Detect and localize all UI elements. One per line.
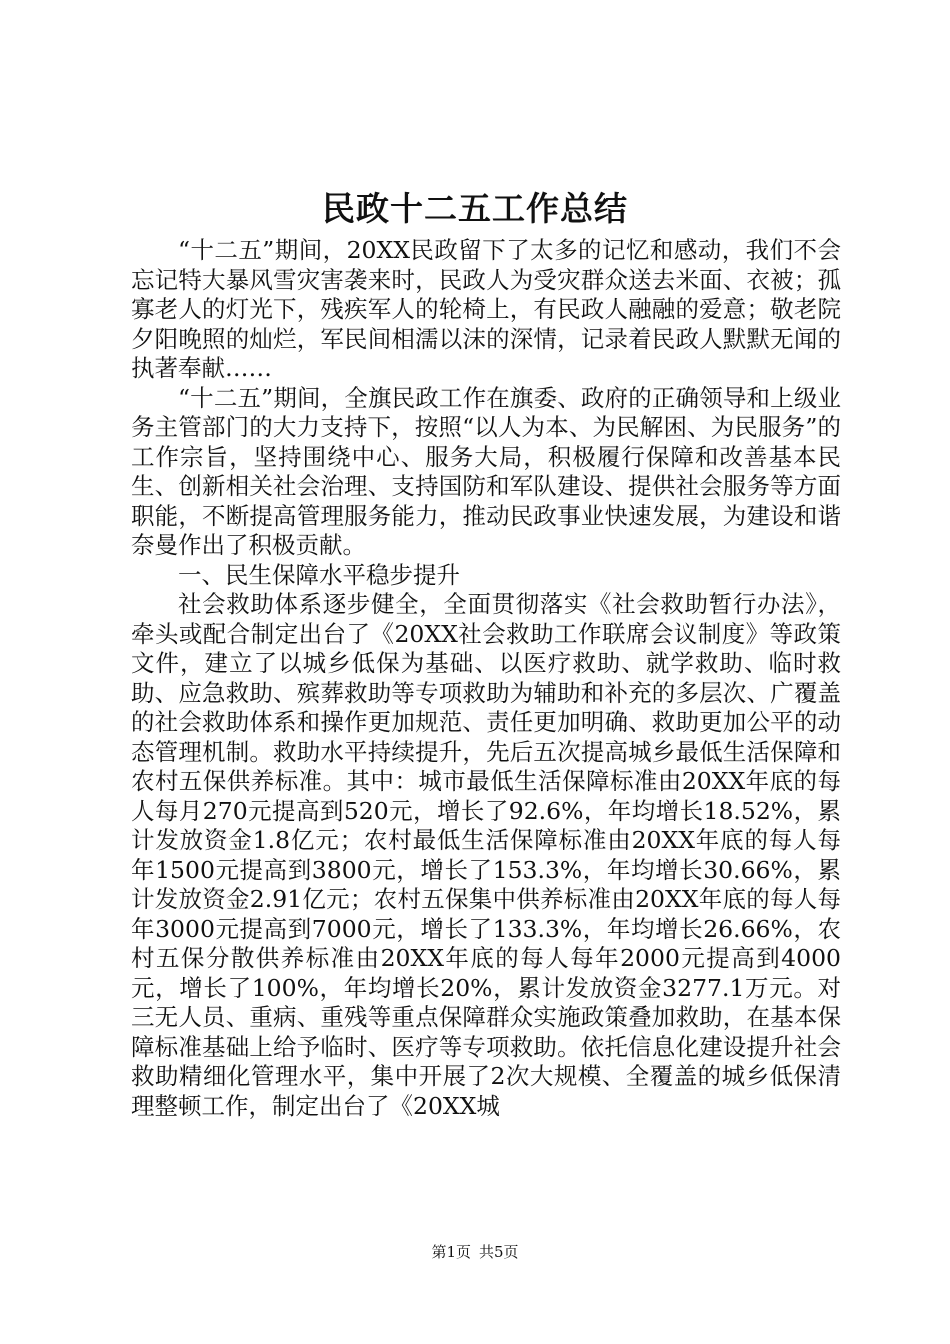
body-paragraph: “十二五”期间，20XX民政留下了太多的记忆和感动，我们不会忘记特大暴风雪灾害袭来时，民政人为受灾群众送去米面、衣被；孤寡老人的灯光下，残疾军人的轮椅上，有民政人融融的爱意；敬老院夕阳晚照的灿烂，军民间相濡以沫的深情，记录着民政人默默无闻的执著奉献……	[131, 236, 841, 382]
page-number-current: 第1页	[431, 1243, 471, 1261]
document-body	[131, 236, 841, 1121]
page-number-total: 共5页	[479, 1243, 519, 1261]
body-paragraph: 社会救助体系逐步健全，全面贯彻落实《社会救助暂行办法》，牵头或配合制定出台了《20XX社会救助工作联席会议制度》等政策文件，建立了以城乡低保为基础、以医疗救助、就学救助、临时救助、应急救助、殡葬救助等专项救助为辅助和补充的多层次、广覆盖的社会救助体系和操作更加规范、责任更加明确、救助更加公平的动态管理机制。救助水平持续提升，先后五次提高城乡最低生活保障和农村五保供养标准。其中：城市最低生活保障标准由20XX年底的每人每月270元提高到520元，增长了92.6%，年均增长18.52%，累计发放资金1.8亿元；农村最低生活保障标准由20XX年底的每人每年1500元提高到3800元，增长了153.3%，年均增长30.66%，累计发放资金2.91亿元；农村五保集中供养标准由20XX年底的每人每年3000元提高到7000元，增长了133.3%，年均增长26.66%，农村五保分散供养标准由20XX年底的每人每年2000元提高到4000元，增长了100%，年均增长20%，累计发放资金3277.1万元。对三无人员、重病、重残等重点保障群众实施政策叠加救助，在基本保障标准基础上给予临时、医疗等专项救助。依托信息化建设提升社会救助精细化管理水平，集中开展了2次大规模、全覆盖的城乡低保清理整顿工作，制定出台了《20XX城	[131, 590, 841, 1120]
section-heading: 一、民生保障水平稳步提升	[178, 560, 460, 589]
page-footer	[0, 1242, 950, 1262]
document-title: 民政十二五工作总结	[322, 189, 628, 228]
body-paragraph: “十二五”期间，全旗民政工作在旗委、政府的正确领导和上级业务主管部门的大力支持下，按照“以人为本、为民解困、为民服务”的工作宗旨，坚持围绕中心、服务大局，积极履行保障和改善基本民生、创新相关社会治理、支持国防和军队建设、提供社会服务等方面职能，不断提高管理服务能力，推动民政事业快速发展，为建设和谐奈曼作出了积极贡献。	[131, 383, 841, 559]
